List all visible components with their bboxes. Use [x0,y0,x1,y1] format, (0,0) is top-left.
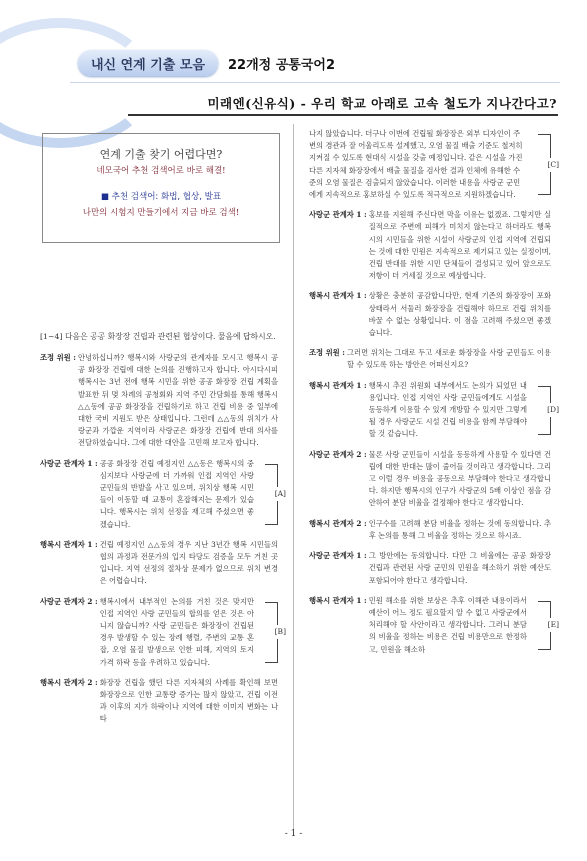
dialogue-line [40,596,286,669]
promo-box [42,133,280,243]
utterance: 상황은 충분히 공감합니다만, 현재 기존의 화장장이 포화 상태라서 서둘러 화장장을 건립해야 하므로 건립 위치를 바꿀 수 없는 상황입니다. 이 점을 고려해 주셨으면 좋겠습니다. [368,291,551,338]
dialogue-line [309,518,551,542]
dialogue-line [309,347,551,371]
utterance: 행복시에서 내부적인 논의를 거친 것은 맞지만 인접 지역인 사랑 군민들의 합의를 얻은 것은 아니지 않습니까? 사랑 군민들은 화장장이 건립된 경우 발생할 수 있는 장례 행렬, 주변의 교통 혼잡, 오염 물질 발생으로 인한 피해, 지역의 토지 가격 하락 등을 우려하고 있습니다. [99,596,254,667]
bracket-label: [E] [547,618,560,632]
bracket-label: [C] [546,158,560,172]
utterance: 행복시 추진 위원회 내부에서도 논의가 되었던 내용입니다. 인접 지역인 사랑 군민들에게도 시설을 동등하게 이용할 수 있게 개방할 수 있지만 그렇게 될 경우 사랑군도 시설 건립 비용을 함께 부담해야 할 것 같습니다. [368,380,527,439]
dialogue-line [309,380,559,441]
speaker: 행복시 관계자 2 : [40,677,98,687]
header-badge: 내신 연계 기출 모음 [78,50,218,76]
speaker: 조정 위원 : [40,353,76,362]
promo-line-2: 네모국어 추천 검색어로 바로 해결! [96,166,226,176]
utterance: 그러면 위치는 그대로 두고 새로운 화장장을 사랑 군민들도 이용할 수 있도록 하는 방안은 어떠신지요? [346,348,551,370]
bracket-box [538,601,559,650]
dialogue-line [309,595,559,656]
speaker: 사랑군 관계자 1 : [309,551,367,561]
speaker: 행복시 관계자 1 : [309,291,367,301]
question-prompt: [1~4] 다음은 공공 화장장 건립과 관련된 협상이다. 물음에 답하시오. [40,332,276,341]
header-divider [70,82,560,83]
dialogue-line [309,550,551,587]
column-divider [293,124,294,830]
dialogue-line [40,458,286,531]
title-rule [128,114,558,116]
utterance: 건립 예정지인 △△동의 경우 지난 3년간 행복 시민들의 협의 과정과 전문가의 입지 타당도 검증을 모두 거친 곳입니다. 지역 선정의 절차상 문제가 없으므로 위치 변경은 어렵습니다. [99,539,278,586]
speaker: 행복시 관계자 2 : [309,518,367,528]
dialogue-line [40,677,278,726]
speaker: 행복시 관계자 1 : [309,380,367,390]
speaker: 행복시 관계자 1 : [309,595,367,605]
dialogue-line [309,449,551,510]
bracket-label: [D] [546,403,560,417]
page-header [0,0,587,100]
dialogue-continuation [309,128,559,201]
dialogue-line [309,290,551,339]
utterance: 그 방안에는 동의합니다. 다만 그 비율에는 공공 화장장 건립과 관련된 사랑 군민의 민원을 해소하기 위한 예산도 포함되어야 한다고 생각합니다. [368,551,551,585]
speaker: 사랑군 관계자 2 : [40,596,98,606]
speaker: 행복시 관계자 1 : [40,539,98,549]
header-course: 22개정 공통국어2 [228,58,336,73]
header-swoosh-graphic [0,18,155,148]
utterance: 안녕하십니까? 행복시와 사랑군의 관계자를 모시고 행복시 공공 화장장 건립에 대한 논의를 진행하고자 합니다. 아시다시피 행복시는 3년 전에 행복 시민을 위한 공공 화장장 건립 계획을 발표한 뒤 몇 차례의 공청회와 지역 주민 간담회를 통해 행복시 △△동에 공공 화장장을 건립하기로 하고 건립 비용 중 일부에 대한 국비 지원도 받은 상태입니다. 그런데 △△동의 위치가 사랑군과 가깝운 지역이라 사랑군은 화장장 건립에 반대 의사를 전달하였습니다. 그에 대한 대안을 고민해 보고자 합니다. [77,353,278,448]
speaker: 사랑군 관계자 2 : [309,449,367,459]
bracket-box [538,134,559,195]
bracket-label: [A] [274,487,287,501]
bracket-box [265,464,286,525]
speaker: 사랑군 관계자 1 : [40,458,98,468]
utterance: 민원 해소를 위한 보상은 추후 이해관 내용이라서 예산이 어느 정도 필요할지 알 수 없고 사랑군에서 처리해야 할 사안이라고 생각합니다. 그러니 분담의 비율을 정하는 비용은 건립 비용만으로 한정하고, 민원을 해소하 [368,595,527,654]
promo-line-3: ■ 추천 검색어: 화법, 협상, 발표 [100,192,222,202]
promo-line-1: 연계 기출 찾기 어렵다면? [99,148,223,161]
left-column [40,330,286,734]
utterance: 물론 사랑 군민들이 시설을 동등하게 사용할 수 있다면 건립에 대한 반대는 많이 줄어들 것이라고 생각합니다. 그리고 이럴 경우 비용을 공동으로 부담해야 한다고 생각합니다. 하지만 행복시의 인구가 사랑군의 5배 이상인 점을 감안하여 분담 비율을 결정해야 한다고 생각합니다. [368,449,551,508]
right-column [309,128,559,664]
utterance: 공공 화장장 건립 예정지인 △△동은 행복시의 중심지보다 사랑군에 더 가까워 인접 지역인 사랑 군민들의 반발을 사고 있으며, 위치상 행복 시민들이 이동할 때 교통이 혼잡해지는 문제가 있습니다. 행복시는 위치 선정을 재고해 주셨으면 좋겠습니다. [99,458,254,529]
utterance: 나지 않았습니다. 더구나 이번에 건립될 화장장은 외부 디자인이 주변의 경관과 잘 어울리도록 설계했고, 오염 물질 배출 기준도 철저히 지켜질 수 있도록 현대식 시설을 갖출 예정입니다. 같은 시설을 가진 다른 지자체 화장장에서 배출 물질을 검사한 결과 인체에 유해한 수준의 오염 물질은 검출되지 않았습니다. 이러한 내용을 사랑군 군민에게 지속적으로 홍보하실 수 있도록 적극적으로 지원하겠습니다. [309,129,523,200]
page-number: - 1 - [284,829,303,839]
dialogue-line [40,352,278,450]
utterance: 홍보를 지원해 주신다면 막을 이유는 없겠죠. 그렇지만 실질적으로 주변에 피해가 미치지 않는다고 하더라도 행복시의 시민들을 위한 시설이 사랑군의 인접 지역에 건립되는 것에 대한 민원은 지속적으로 제기되고 있는 실정이며, 건립 반대를 위한 시민 단체들이 결성되고 있어 앞으로도 저항이 더 거세질 것으로 예상합니다. [368,210,551,281]
promo-line-4: 나만의 시험지 만들기에서 지금 바로 검색! [82,208,240,218]
speaker: 사랑군 관계자 1 : [309,210,367,220]
page-title: 미래엔(신유식) - 우리 학교 아래로 고속 철도가 지나간다고? [207,96,557,111]
utterance: 화장장 건립을 했던 다른 지자체의 사례를 확인해 보면 화장장으로 인한 교통량 증가는 많지 않았고, 건립 이전과 이후의 지가 하락이나 지역에 대한 이미지 변화는 나타 [99,677,278,724]
bracket-label: [B] [274,625,287,639]
utterance: 인구수를 고려해 분담 비율을 정하는 것에 동의합니다. 추후 논의를 통해 그 비율을 정하는 것으로 하시죠. [368,518,551,540]
dialogue-line [40,539,278,588]
speaker: 조정 위원 : [309,348,345,358]
bracket-box [265,602,286,663]
dialogue-line [309,209,551,282]
bracket-box [538,386,559,435]
